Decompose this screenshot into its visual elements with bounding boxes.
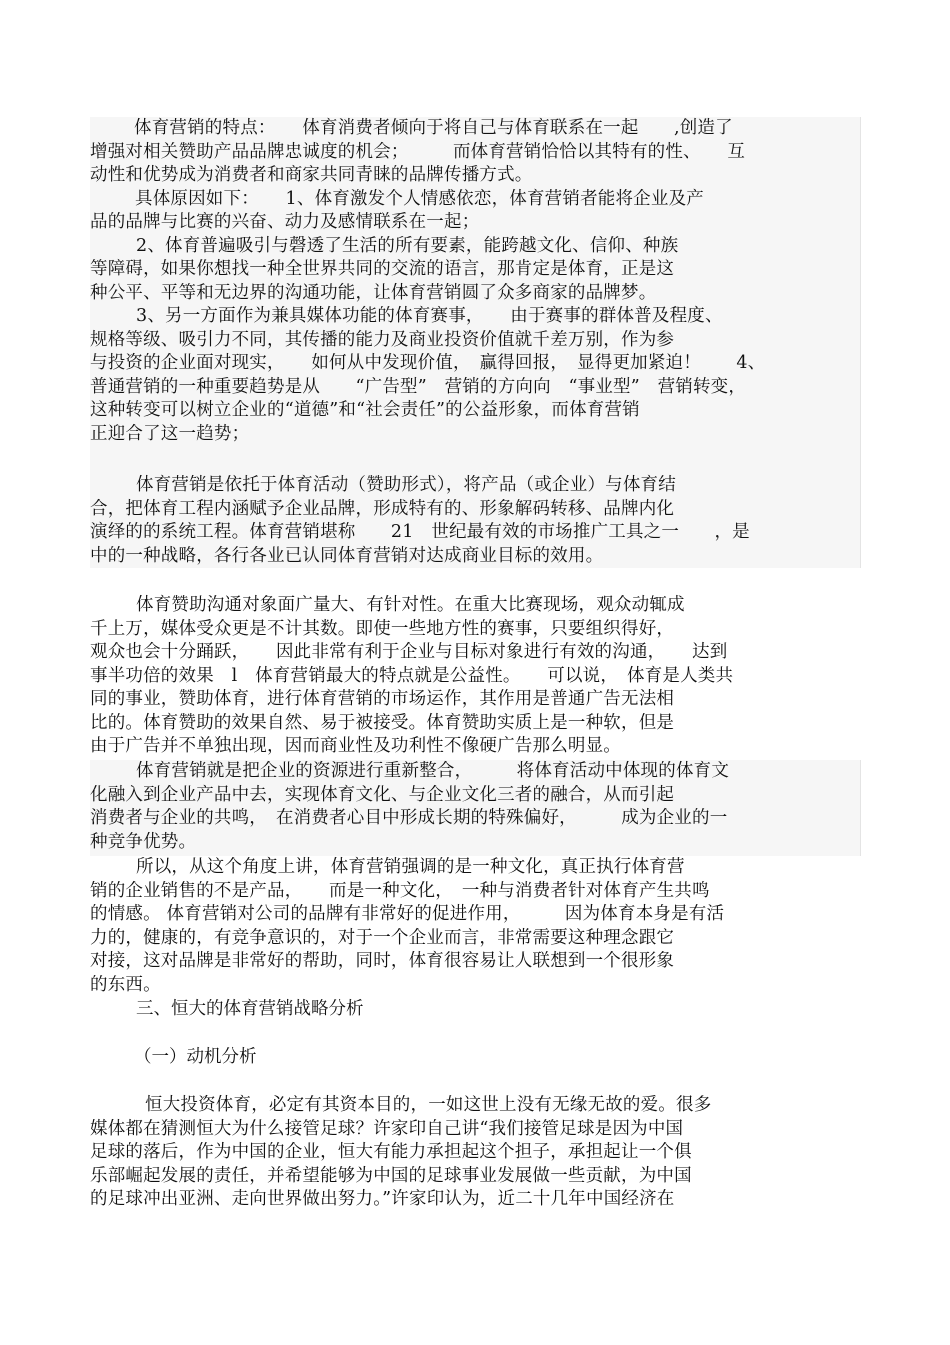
paragraph-line: 足球的落后，作为中国的企业，恒大有能力承担起这个担子，承担起让一个俱 (90, 1142, 692, 1162)
definition-section (90, 472, 861, 568)
culture-section (90, 856, 860, 997)
paragraph-line: 种公平、平等和无边界的沟通功能，让体育营销圆了众多商家的品牌梦。 (90, 282, 657, 303)
paragraph-line: 规格等级、吸引力不同，其传播的能力及商业投资价值就千差万别，作为参 (90, 329, 675, 350)
paragraph-line: 普通营销的一种重要趋势是从 “广告型” 营销的方向向 “事业型” 营销转变， (90, 376, 747, 397)
paragraph-line: 事半功倍的效果 l 体育营销最大的特点就是公益性。 可以说， 体育是人类共 (90, 665, 734, 686)
paragraph-line: 消费者与企业的共鸣， 在消费者心目中形成长期的特殊偏好， 成为企业的一 (90, 808, 728, 828)
paragraph-line: 动性和优势成为消费者和商家共同青睐的品牌传播方式。 (90, 165, 533, 185)
paragraph-line: 千上万，媒体受众更是不计其数。即使一些地方性的赛事，只要组织得好， (90, 618, 675, 639)
paragraph-line: 中的一种战略，各行各业已认同体育营销对达成商业目标的效用。 (90, 545, 604, 566)
paragraph-line: 体育赞助沟通对象面广量大、有针对性。在重大比赛现场，观众动辄成 (136, 595, 685, 615)
paragraph-line: 3、另一方面作为兼具媒体功能的体育赛事， 由于赛事的群体普及程度、 (136, 306, 723, 326)
paragraph-line: 化融入到企业产品中去，实现体育文化、与企业文化三者的融合，从而引起 (90, 784, 675, 805)
paragraph-line: 体育营销是依托于体育活动（赞助形式），将产品（或企业）与体育结 (136, 475, 676, 495)
paragraph-line: 正迎合了这一趋势； (90, 423, 250, 444)
paragraph-line: 的情感。 体育营销对公司的品牌有非常好的促进作用， 因为体育本身是有活 (90, 904, 725, 924)
paragraph-line: 同的事业，赞助体育，进行体育营销的市场运作，其作用是普通广告无法相 (90, 689, 675, 709)
paragraph-line: 的足球冲出亚洲、走向世界做出努力。”许家印认为，近二十几年中国经济在 (90, 1189, 675, 1209)
paragraph-line: 观众也会十分踊跃， 因此非常有利于企业与目标对象进行有效的沟通， 达到 (90, 642, 728, 662)
paragraph-line: 销的企业销售的不是产品， 而是一种文化， 一种与消费者针对体育产生共鸣 (90, 880, 710, 901)
paragraph-line: 恒大投资体育，必定有其资本目的，一如这世上没有无缘无故的爱。很多 (145, 1095, 712, 1115)
paragraph-line: 这种转变可以树立企业的“道德”和“社会责任”的公益形象，而体育营销 (90, 400, 640, 420)
paragraph-line: 的东西。 (90, 974, 161, 995)
paragraph-line: 与投资的企业面对现实， 如何从中发现价值， 赢得回报， 显得更加紧迫！ 4、 (90, 353, 766, 373)
paragraph-line: 力的，健康的，有竞争意识的，对于一个企业而言，非常需要这种理念跟它 (90, 927, 675, 948)
features-section (90, 117, 861, 472)
paragraph-line: 2、体育普遍吸引与磬透了生活的所有要素，能跨越文化、信仰、种族 (136, 235, 679, 256)
paragraph-line: 具体原因如下： 1、体育激发个人情感依恋，体育营销者能将企业及产 (135, 188, 704, 209)
paragraph-line: 比的。体育赞助的效果自然、易于被接受。体育赞助实质上是一种软，但是 (90, 712, 675, 733)
sponsorship-section (90, 594, 860, 759)
paragraph-line: 等障碍，如果你想找一种全世界共同的交流的语言，那肯定是体育，正是这 (90, 259, 675, 279)
paragraph-line: 乐部崛起发展的责任，并希望能够为中国的足球事业发展做一些贡献，为中国 (90, 1165, 692, 1186)
motive-section (90, 1094, 860, 1212)
paragraph-line: 媒体都在猜测恒大为什么接管足球？许家印自己讲“我们接管足球是因为中国 (90, 1118, 684, 1139)
paragraph-line: 由于广告并不单独出现，因而商业性及功利性不像硬广告那么明显。 (90, 736, 621, 756)
paragraph-line: 体育营销的特点： 体育消费者倾向于将自己与体育联系在一起 ,创造了 (134, 118, 733, 138)
paragraph-line: 体育营销就是把企业的资源进行重新整合， 将体育活动中体现的体育文 (136, 761, 730, 781)
paragraph-line: 所以，从这个角度上讲，体育营销强调的是一种文化，真正执行体育营 (136, 857, 685, 877)
paragraph-line: 演绎的的系统工程。体育营销堪称 21 世纪最有效的市场推广工具之一 ，是 (90, 522, 750, 542)
paragraph-line: 合，把体育工程内涵赋予企业品牌，形成特有的、形象解码转移、品牌内化 (90, 498, 675, 519)
section-heading: 三、恒大的体育营销战略分析 (136, 999, 364, 1019)
paragraph-line: 增强对相关赞助产品品牌忠诚度的机会； 而体育营销恰恰以其特有的性、 互 (90, 141, 746, 162)
paragraph-line: 种竞争优势。 (90, 831, 197, 852)
integration-section (90, 760, 861, 856)
subsection-heading: （一）动机分析 (134, 1047, 257, 1067)
paragraph-line: 对接，这对品牌是非常好的帮助，同时，体育很容易让人联想到一个很形象 (90, 951, 675, 971)
paragraph-line: 品的品牌与比赛的兴奋、动力及感情联系在一起； (90, 212, 480, 232)
